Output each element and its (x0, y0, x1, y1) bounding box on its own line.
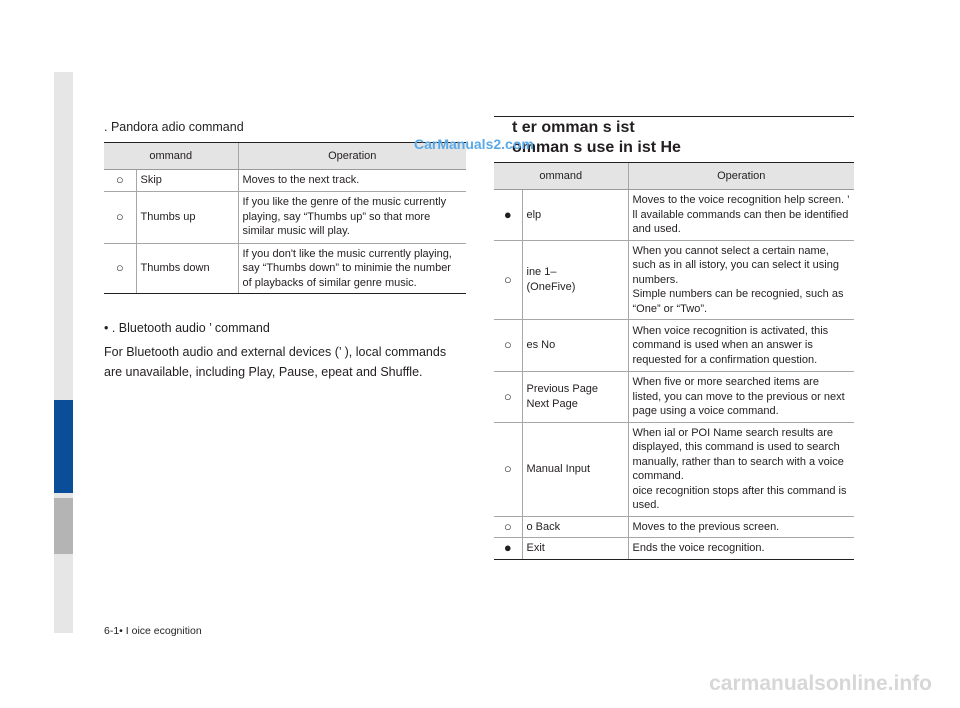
table-row (104, 170, 466, 192)
command-name: Thumbs down (136, 243, 238, 294)
command-name: Thumbs up (136, 191, 238, 243)
command-name: elp (522, 190, 628, 241)
circle-icon: ○ (104, 191, 136, 243)
circle-icon: ○ (494, 320, 522, 372)
circle-icon: ○ (494, 372, 522, 423)
command-operation: When voice recognition is activated, this command is used when an answer is requested for a confirmation question. (628, 320, 854, 372)
command-operation: When you cannot select a certain name, such as in all istory, you can select it using numbers. Simple numbers can be recognied, such as “One” or “Two”. (628, 240, 854, 320)
table-row (494, 320, 854, 372)
column-header-command: ommand (104, 143, 238, 170)
table-row (494, 190, 854, 241)
command-operation: If you like the genre of the music currently playing, say “Thumbs up” so that more similar music will play. (238, 191, 466, 243)
watermark-carmanualsonline: carmanualsonline.info (709, 672, 932, 695)
pandora-command-table (104, 142, 466, 294)
other-commands-title (512, 118, 681, 158)
command-operation: Moves to the previous screen. (628, 516, 854, 538)
watermark-carmanuals: CarManuals2.com (414, 136, 534, 152)
column-header-operation: Operation (628, 163, 854, 190)
command-operation: Moves to the voice recognition help screen. ’ ll available commands can then be identified and used. (628, 190, 854, 241)
bluetooth-body: For Bluetooth audio and external devices (’ ), local commands are unavailable, including Play, Pause, epeat and Shuffle. (104, 345, 447, 379)
section-rule (494, 116, 854, 117)
title-line-1: t er omman s ist (512, 119, 635, 136)
column-header-operation: Operation (238, 143, 466, 170)
command-name: ine 1– (OneFive) (522, 240, 628, 320)
command-operation: When five or more searched items are listed, you can move to the previous or next page using a voice command. (628, 372, 854, 423)
column-header-command: ommand (494, 163, 628, 190)
circle-icon: ○ (104, 243, 136, 294)
command-operation: When ial or POI Name search results are displayed, this command is used to search manually, rather than to search with a voice command. oice recognition stops after this command is used. (628, 422, 854, 516)
command-name: Previous Page Next Page (522, 372, 628, 423)
filled-circle-icon: ● (494, 190, 522, 241)
table-row (494, 240, 854, 320)
pandora-heading: . Pandora adio command (104, 120, 244, 134)
command-operation: If you don't like the music currently playing, say “Thumbs down” to minimie the number of playbacks of similar genre music. (238, 243, 466, 294)
command-name: o Back (522, 516, 628, 538)
filled-circle-icon: ● (494, 538, 522, 560)
command-name: Manual Input (522, 422, 628, 516)
table-row (494, 372, 854, 423)
circle-icon: ○ (494, 516, 522, 538)
bluetooth-heading: • . Bluetooth audio ’ command (104, 321, 270, 335)
chapter-tab-active (54, 400, 73, 493)
command-name: Skip (136, 170, 238, 192)
table-row (104, 243, 466, 294)
table-row (494, 538, 854, 560)
circle-icon: ○ (494, 422, 522, 516)
circle-icon: ○ (104, 170, 136, 192)
page-footer: 6-1• I oice ecognition (104, 625, 202, 637)
table-row (104, 191, 466, 243)
table-row (494, 516, 854, 538)
command-name: Exit (522, 538, 628, 560)
table-row (494, 422, 854, 516)
chapter-tab (54, 498, 73, 554)
command-name: es No (522, 320, 628, 372)
command-operation: Moves to the next track. (238, 170, 466, 192)
command-operation: Ends the voice recognition. (628, 538, 854, 560)
circle-icon: ○ (494, 240, 522, 320)
title-line-2: omman s use in ist He (512, 139, 681, 156)
other-command-table (494, 162, 854, 560)
